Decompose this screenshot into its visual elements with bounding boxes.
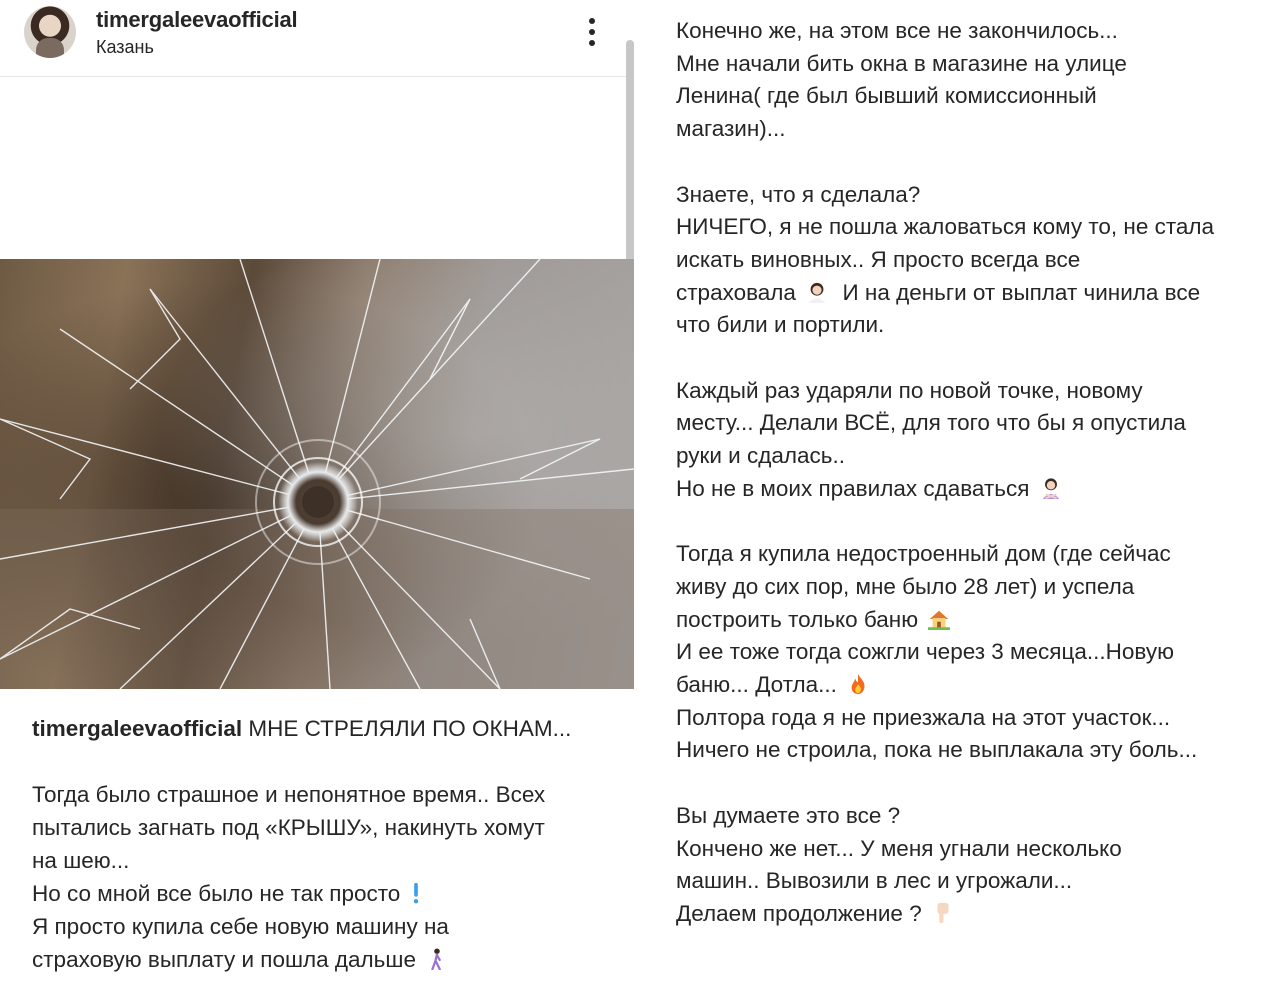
text-line: искать виновных.. Я просто всегда все bbox=[676, 246, 1081, 272]
text-line: баню... Дотла... bbox=[676, 672, 837, 698]
text-line: руки и сдалась.. bbox=[676, 443, 846, 469]
text-line: магазин)... bbox=[676, 116, 786, 142]
text-line: живу до сих пор, мне было 28 лет) и успела bbox=[676, 573, 1135, 599]
text-line: Мне начали бить окна в магазине на улице bbox=[676, 50, 1127, 76]
caption-line: пытались загнать под «КРЫШУ», накинуть хомут bbox=[32, 815, 545, 840]
text-line: Знаете, что я сделала? bbox=[676, 181, 921, 207]
text-line: машин.. Вывозили в лес и угрожали... bbox=[676, 868, 1073, 894]
exclamation-emoji-icon bbox=[411, 882, 421, 904]
post-panel bbox=[0, 0, 634, 1008]
avatar[interactable] bbox=[24, 6, 76, 58]
house-emoji-icon bbox=[928, 608, 950, 630]
text-line: Делаем продолжение ? bbox=[676, 900, 922, 926]
text-line: И ее тоже тогда сожгли через 3 месяца...Новую bbox=[676, 639, 1174, 665]
text-line: Каждый раз ударяли по новой точке, новому bbox=[676, 377, 1143, 403]
continuation-text bbox=[676, 15, 1276, 931]
text-line: Конечно же, на этом все не закончилось... bbox=[676, 18, 1118, 43]
caption-line: Тогда было страшное и непонятное время.. Всех bbox=[32, 782, 546, 807]
walking-woman-emoji-icon bbox=[426, 948, 448, 970]
text-line: Полтора года я не приезжала на этот участок... bbox=[676, 704, 1171, 730]
woman-emoji-icon bbox=[806, 281, 828, 303]
text-line: что били и портили. bbox=[676, 312, 885, 338]
caption-username[interactable]: timergaleevaofficial bbox=[32, 716, 243, 741]
text-line: Ленина( где был бывший комиссионный bbox=[676, 83, 1097, 109]
text-line: Но не в моих правилах сдаваться bbox=[676, 475, 1030, 501]
text-line: страховала bbox=[676, 279, 796, 305]
post-location[interactable]: Казань bbox=[96, 37, 154, 57]
caption-line: на шею... bbox=[32, 848, 130, 873]
text-line: Тогда я купила недостроенный дом (где сейчас bbox=[676, 541, 1171, 567]
text-line: Ничего не строила, пока не выплакала эту боль... bbox=[676, 737, 1198, 763]
caption-line: Я просто купила себе новую машину на bbox=[32, 914, 449, 939]
post-caption bbox=[32, 712, 622, 976]
text-line: построить только баню bbox=[676, 606, 919, 632]
text-line: месту... Делали ВСЁ, для того что бы я опустила bbox=[676, 410, 1186, 436]
caption-title: МНЕ СТРЕЛЯЛИ ПО ОКНАМ... bbox=[248, 716, 572, 741]
caption-line: Но со мной все было не так просто bbox=[32, 881, 401, 906]
more-options-icon[interactable] bbox=[585, 16, 599, 48]
text-line: Вы думаете это все ? bbox=[676, 802, 901, 828]
text-line: Кончено же нет... У меня угнали несколько bbox=[676, 835, 1122, 861]
post-header bbox=[0, 0, 626, 77]
text-line: НИЧЕГО, я не пошла жаловаться кому то, не стала bbox=[676, 214, 1215, 240]
text-line: И на деньги от выплат чинила все bbox=[842, 279, 1201, 305]
woman-crossed-arms-emoji-icon bbox=[1040, 477, 1062, 499]
fire-emoji-icon bbox=[847, 673, 869, 695]
post-username[interactable]: timergaleevaofficial bbox=[96, 7, 298, 32]
post-image-shattered-glass bbox=[0, 259, 634, 689]
shattered-glass-illustration bbox=[0, 259, 634, 689]
caption-line: страховую выплату и пошла дальше bbox=[32, 947, 416, 972]
pointing-down-emoji-icon bbox=[932, 902, 954, 924]
